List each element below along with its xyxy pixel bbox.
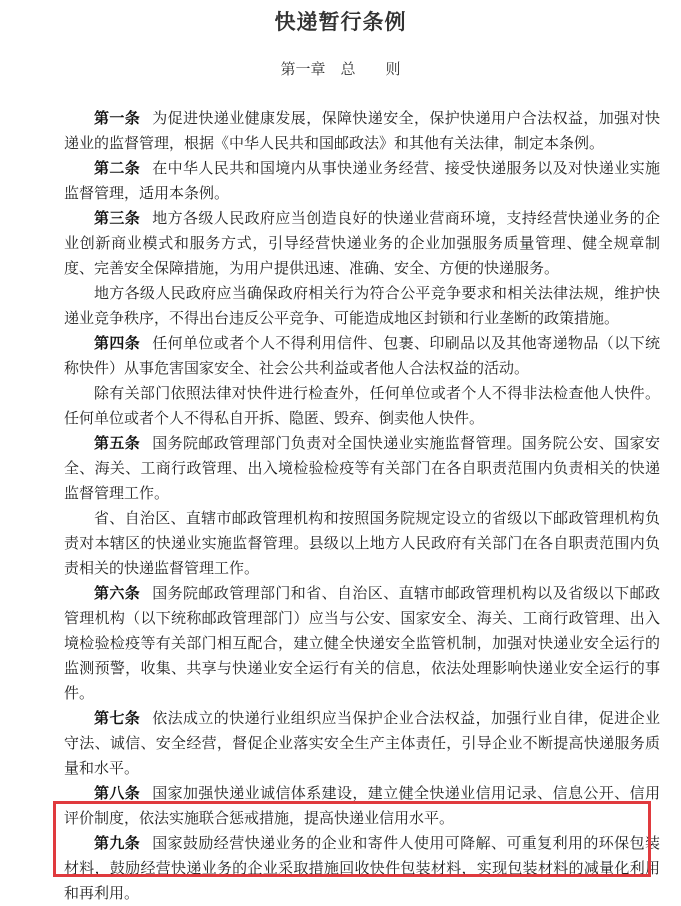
article-5-paragraph-2 <box>64 506 660 581</box>
article-text: 在中华人民共和国境内从事快递业务经营、接受快递服务以及对快递业实施监督管理，适用本条例。 <box>64 159 660 202</box>
article-text: 为促进快递业健康发展，保障快递安全，保护快递用户合法权益，加强对快递业的监督管理，根据《中华人民共和国邮政法》和其他有关法律，制定本条例。 <box>64 109 660 152</box>
article-number: 第七条 <box>94 709 141 727</box>
article-number: 第一条 <box>94 109 141 127</box>
chapter-heading: 第一章 总 则 <box>280 60 401 78</box>
document-title: 快递暂行条例 <box>274 10 407 34</box>
article-8 <box>64 781 660 831</box>
article-text: 省、自治区、直辖市邮政管理机构和按照国务院规定设立的省级以下邮政管理机构负责对本辖区的快递业实施监督管理。县级以上地方人民政府有关部门在各自职责范围内负责相关的快递监督管理工作。 <box>64 509 660 577</box>
article-4 <box>64 331 660 381</box>
article-text: 国家加强快递业诚信体系建设，建立健全快递业信用记录、信息公开、信用评价制度，依法实施联合惩戒措施，提高快递业信用水平。 <box>64 784 660 827</box>
article-number: 第八条 <box>94 784 141 802</box>
article-number: 第六条 <box>94 584 141 602</box>
article-text: 任何单位或者个人不得利用信件、包裹、印刷品以及其他寄递物品（以下统称快件）从事危害国家安全、社会公共利益或者他人合法权益的活动。 <box>64 334 660 377</box>
article-text: 国务院邮政管理部门和省、自治区、直辖市邮政管理机构以及省级以下邮政管理机构（以下统称邮政管理部门）应当与公安、国家安全、海关、工商行政管理、出入境检验检疫等有关部门相互配合，建立健全快递安全监管机制，加强对快递业安全运行的监测预警，收集、共享与快递业安全运行有关的信息，依法处理影响快递业安全运行的事件。 <box>64 584 660 702</box>
article-text: 依法成立的快递行业组织应当保护企业合法权益，加强行业自律，促进企业守法、诚信、安全经营，督促企业落实安全生产主体责任，引导企业不断提高快递服务质量和水平。 <box>64 709 660 777</box>
article-6 <box>64 581 660 706</box>
article-3 <box>64 206 660 281</box>
article-3-paragraph-2 <box>64 281 660 331</box>
article-2 <box>64 156 660 206</box>
article-text: 地方各级人民政府应当创造良好的快递业营商环境，支持经营快递业务的企业创新商业模式和服务方式，引导经营快递业务的企业加强服务质量管理、健全规章制度、完善安全保障措施，为用户提供迅速、准确、安全、方便的快递服务。 <box>64 209 660 277</box>
article-number: 第九条 <box>94 834 141 852</box>
article-4-paragraph-2 <box>64 381 660 431</box>
article-number: 第五条 <box>94 434 141 452</box>
article-text: 国务院邮政管理部门负责对全国快递业实施监督管理。国务院公安、国家安全、海关、工商行政管理、出入境检验检疫等有关部门在各自职责范围内负责相关的快递监督管理工作。 <box>64 434 660 502</box>
article-1 <box>64 106 660 156</box>
article-text: 地方各级人民政府应当确保政府相关行为符合公平竞争要求和相关法律法规，维护快递业竞争秩序，不得出台违反公平竞争、可能造成地区封锁和行业垄断的政策措施。 <box>64 284 660 327</box>
article-number: 第二条 <box>94 159 141 177</box>
article-9 <box>64 831 660 906</box>
article-text: 除有关部门依照法律对快件进行检查外，任何单位或者个人不得非法检查他人快件。任何单位或者个人不得私自开拆、隐匿、毁弃、倒卖他人快件。 <box>64 384 660 427</box>
article-5 <box>64 431 660 506</box>
article-number: 第四条 <box>94 334 141 352</box>
articles-body <box>64 106 660 906</box>
article-number: 第三条 <box>94 209 141 227</box>
article-7 <box>64 706 660 781</box>
article-text: 国家鼓励经营快递业务的企业和寄件人使用可降解、可重复利用的环保包装材料，鼓励经营快递业务的企业采取措施回收快件包装材料，实现包装材料的减量化利用和再利用。 <box>64 834 660 902</box>
